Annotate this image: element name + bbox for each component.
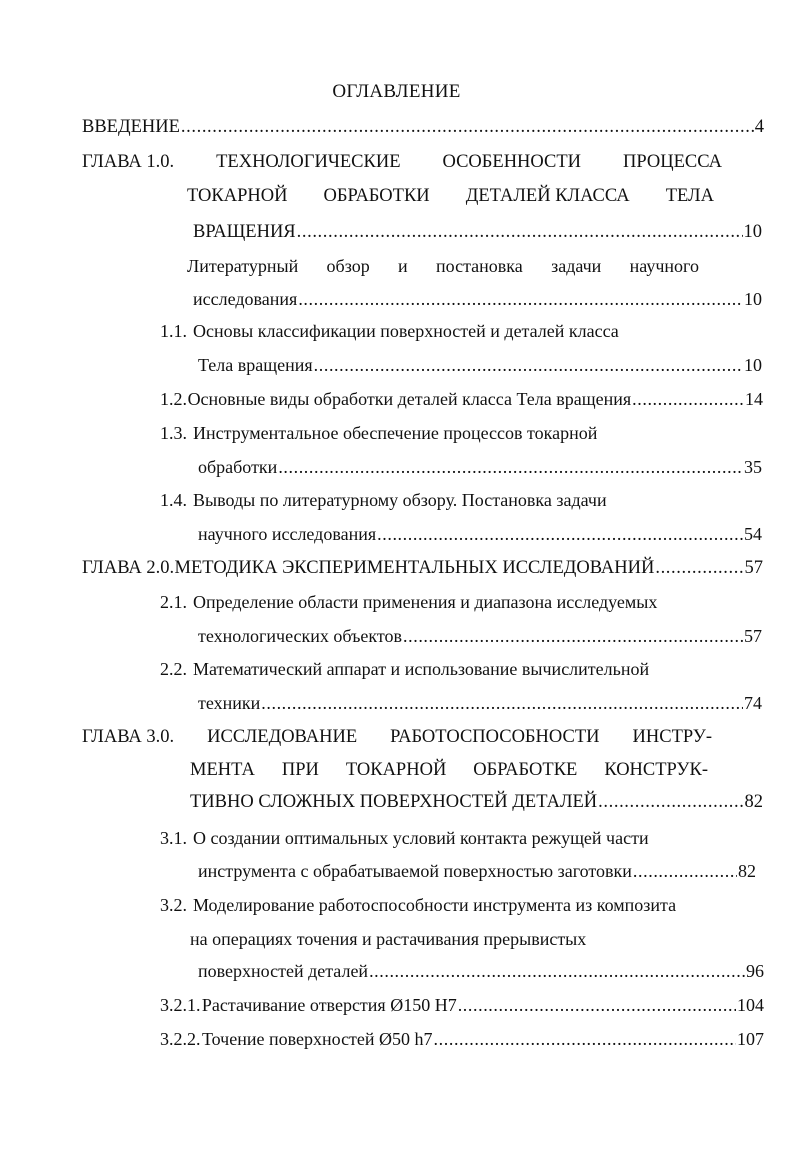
toc-page-number: 74 [744,693,762,713]
chapter-word: РАБОТОСПОСОБНОСТИ [390,727,600,747]
entry-word: задачи [551,256,602,276]
toc-section-2-2-line-2 [198,691,762,715]
toc-entry-label: техники [198,693,261,713]
toc-section-2-1-line-2 [198,624,762,648]
toc-entry-label: ТИВНО СЛОЖНЫХ ПОВЕРХНОСТЕЙ ДЕТАЛЕЙ [190,792,598,812]
chapter-word: ПРОЦЕССА [622,152,722,172]
toc-section-3-2-line-1 [160,893,740,917]
toc-entry-label: Основы классификации поверхностей и деталей класса [193,321,619,341]
toc-chapter-3-line-3 [190,790,763,814]
toc-chapter-1-line-3 [193,220,762,244]
toc-chapter-1-line-1 [82,150,722,174]
toc-entry-label: Точение поверхностей Ø50 h7 [202,1029,433,1049]
section-number: 3.2.1. [160,995,201,1015]
toc-section-1-1-line-2 [198,353,762,377]
section-number: 1.1. [160,321,187,341]
chapter-word: МЕНТА [190,760,255,780]
toc-entry-label: ВРАЩЕНИЯ [193,222,296,242]
toc-page-number: 107 [737,1029,764,1049]
chapter-word: ТЕХНОЛОГИЧЕСКИЕ [216,152,401,172]
toc-entry-label: поверхностей деталей [198,961,369,981]
toc-entry-label: Определение области применения и диапазона исследуемых [193,592,658,612]
section-number: 2.2. [160,659,187,679]
toc-section-3-1-line-1 [160,826,730,850]
toc-entry-label: О создании оптимальных условий контакта режущей части [193,828,649,848]
section-number: 3.2.2. [160,1029,201,1049]
toc-entry-label: Моделирование работоспособности инструмента из композита [193,895,677,915]
toc-page-number: 35 [744,457,762,477]
section-number: 1.4. [160,490,187,510]
toc-page-number: 14 [745,389,763,409]
toc-entry-label: Инструментальное обеспечение процессов токарной [193,423,598,443]
section-number: 2.1. [160,592,187,612]
dot-leader [369,959,745,983]
toc-entry-label: Тела вращения [198,355,313,375]
toc-entry-label: Выводы по литературному обзору. Постановка задачи [193,490,607,510]
entry-word: научного [629,256,699,276]
toc-section-1-2 [160,387,763,411]
section-number: 3.2. [160,895,187,915]
toc-entry-label: на операциях точения и растачивания прерывистых [190,929,587,949]
toc-section-1-4-line-2 [198,522,762,546]
toc-page-number: 82 [738,861,756,881]
toc-section-3-2-line-2 [190,927,690,951]
chapter-word: ИССЛЕДОВАНИЕ [207,727,358,747]
toc-entry-intro [82,115,764,139]
toc-entry-label: Математический аппарат и использование вычислительной [193,659,650,679]
toc-page-number: 104 [737,995,764,1015]
section-number: 1.2. [160,389,187,409]
toc-section-3-2-1 [160,993,764,1017]
toc-entry-label: МЕТОДИКА ЭКСПЕРИМЕНТАЛЬНЫХ ИССЛЕДОВАНИЙ [174,558,655,578]
chapter-word: ДЕТАЛЕЙ КЛАССА [465,186,630,206]
toc-section-1-3-line-1 [160,421,720,445]
chapter-word: ОСОБЕННОСТИ [442,152,581,172]
toc-page-number: 82 [744,792,763,812]
toc-section-1-4-line-1 [160,488,720,512]
section-number: 1.3. [160,423,187,443]
dot-leader [297,220,743,244]
dot-leader [278,455,743,479]
toc-entry-literature-line-1 [187,254,699,278]
toc-page-number: 54 [744,524,762,544]
toc-entry-label: Растачивание отверстия Ø150 H7 [201,995,457,1015]
chapter-word: ОБРАБОТКЕ [473,760,578,780]
toc-section-1-1-line-1 [160,319,720,343]
chapter-word: ТОКАРНОЙ [345,760,447,780]
toc-chapter-1-line-2 [187,184,714,208]
entry-word: постановка [436,256,523,276]
dot-leader [655,556,743,580]
chapter-prefix: ГЛАВА 1.0. [82,152,175,172]
chapter-word: ИНСТРУ- [632,727,712,747]
toc-page-number: 96 [746,961,764,981]
dot-leader [314,353,743,377]
toc-page-number: 57 [744,558,763,578]
dot-leader [261,691,743,715]
entry-word: Литературный [187,256,299,276]
toc-chapter-3-line-2 [190,758,708,782]
toc-entry-label: обработки [198,457,278,477]
toc-chapter-2 [82,556,763,580]
chapter-word: ПРИ [281,760,319,780]
toc-page-number: 4 [754,117,764,137]
toc-entry-label: инструмента с обрабатываемой поверхностью заготовки [198,861,632,881]
toc-entry-label: исследования [193,289,298,309]
chapter-prefix: ГЛАВА 2.0. [82,558,175,578]
dot-leader [458,993,736,1017]
toc-section-3-2-2 [160,1027,764,1051]
toc-section-2-1-line-1 [160,590,720,614]
entry-word: обзор [326,256,370,276]
toc-entry-label: Основные виды обработки деталей класса Тела вращения [187,389,632,409]
dot-leader [633,859,737,883]
dot-leader [181,115,754,139]
toc-section-3-1-line-2 [198,859,756,883]
toc-section-1-3-line-2 [198,455,762,479]
toc-page-number: 10 [744,355,762,375]
chapter-word: ТЕЛА [665,186,714,206]
toc-page-number: 57 [744,626,762,646]
toc-chapter-3-line-1 [82,725,712,749]
dot-leader [377,522,743,546]
toc-entry-label: ВВЕДЕНИЕ [82,117,180,137]
toc-entry-label: технологических объектов [198,626,403,646]
chapter-word: ТОКАРНОЙ [187,186,288,206]
dot-leader [598,790,743,814]
toc-entry-label: научного исследования [198,524,377,544]
chapter-word: ОБРАБОТКИ [323,186,430,206]
chapter-prefix: ГЛАВА 3.0. [82,727,175,747]
toc-section-2-2-line-1 [160,657,720,681]
chapter-word: КОНСТРУК- [604,760,708,780]
dot-leader [632,387,744,411]
toc-section-3-2-line-3 [198,959,764,983]
section-number: 3.1. [160,828,187,848]
toc-entry-literature-line-2 [193,287,762,311]
toc-page-number: 10 [743,222,762,242]
toc-title: ОГЛАВЛЕНИЕ [332,81,461,102]
dot-leader [434,1027,736,1051]
toc-page-number: 10 [744,289,762,309]
entry-word: и [398,256,408,276]
dot-leader [403,624,743,648]
dot-leader [298,287,743,311]
